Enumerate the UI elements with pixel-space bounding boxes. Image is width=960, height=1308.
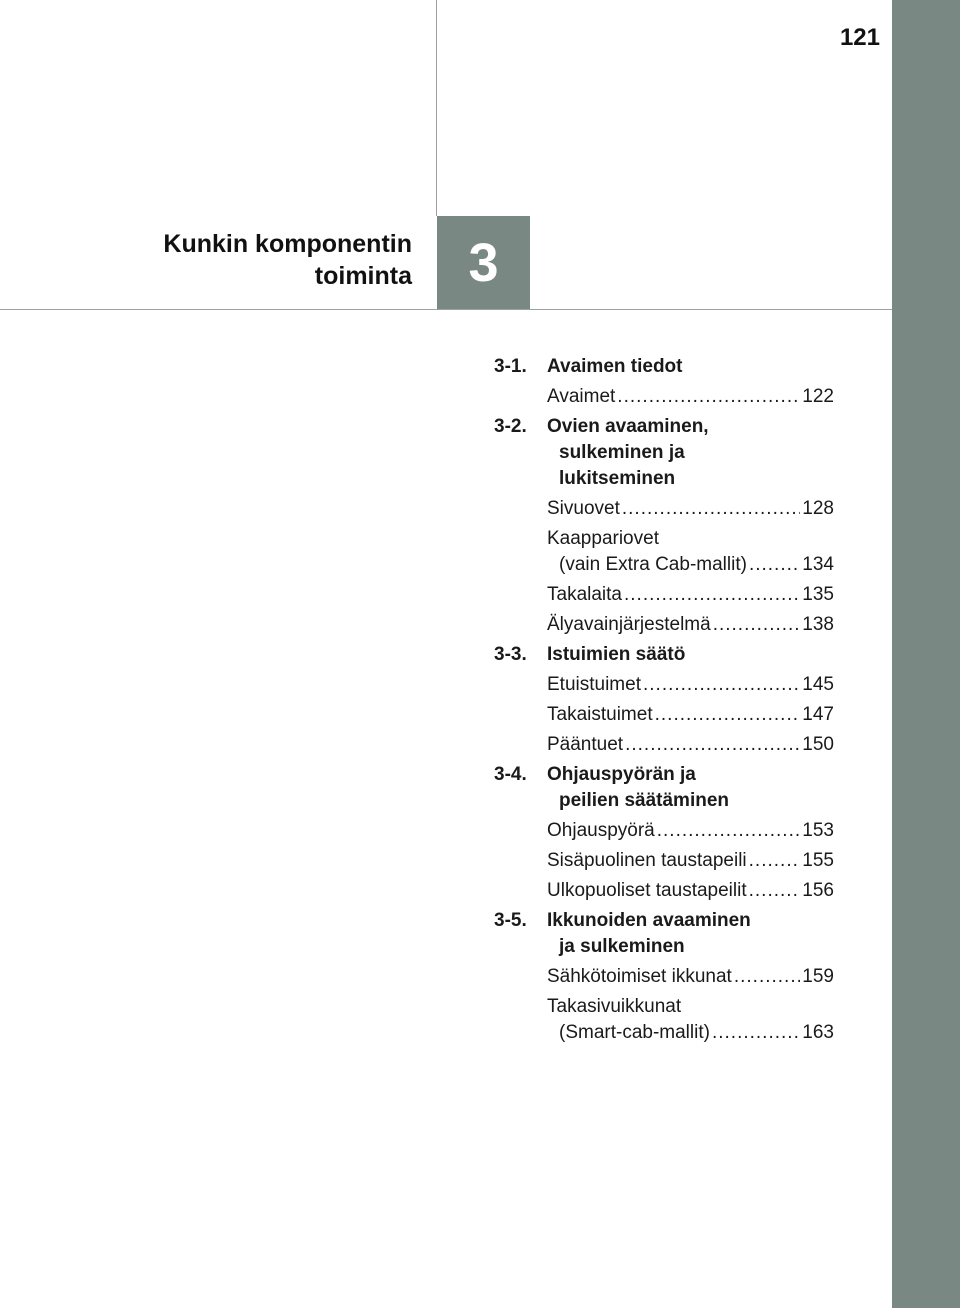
section-title <box>547 414 834 492</box>
toc-entry[interactable] <box>547 878 834 904</box>
section-number: 3-5. <box>494 910 527 931</box>
entry-page-number: 153 <box>802 820 834 841</box>
toc-entry[interactable] <box>547 732 834 758</box>
section-heading[interactable] <box>494 762 834 814</box>
entry-page-number: 150 <box>802 734 834 755</box>
entry-label: Sähkötoimiset ikkunat <box>547 966 732 987</box>
dot-leader <box>749 878 801 904</box>
entry-label: Avaimet <box>547 386 616 407</box>
dot-leader <box>749 552 800 578</box>
toc-section <box>494 354 834 410</box>
toc-section <box>494 642 834 758</box>
entry-page-number: 159 <box>802 966 834 987</box>
dot-leader <box>749 848 801 874</box>
toc-entry[interactable] <box>547 702 834 728</box>
entry-label: Pääntuet <box>547 734 624 755</box>
dot-leader <box>655 702 801 728</box>
toc-entry[interactable] <box>547 612 834 638</box>
section-heading[interactable] <box>494 354 834 380</box>
section-title-line: lukitseminen <box>559 468 676 489</box>
section-number: 3-2. <box>494 416 527 437</box>
section-heading[interactable] <box>494 908 834 960</box>
toc-section <box>494 414 834 638</box>
chapter-title-line1: Kunkin komponentin <box>163 230 412 258</box>
toc-entry[interactable] <box>547 582 834 608</box>
entry-label-line1: Takasivuikkunat <box>547 996 682 1017</box>
side-tab <box>892 0 960 1308</box>
section-heading[interactable] <box>494 414 834 492</box>
toc-entry[interactable] <box>547 496 834 522</box>
horizontal-divider <box>0 309 892 310</box>
entry-label: Sisäpuolinen taustapeili <box>547 850 747 871</box>
entry-page-number: 134 <box>802 554 834 575</box>
dot-leader <box>624 582 800 608</box>
section-number: 3-3. <box>494 644 527 665</box>
entry-label: (vain Extra Cab-mallit) <box>559 554 747 575</box>
entry-label: Sivuovet <box>547 498 620 519</box>
entry-label: Älyavainjärjestelmä <box>547 614 711 635</box>
section-number: 3-4. <box>494 764 527 785</box>
entry-page-number: 135 <box>802 584 834 605</box>
entry-label: Takalaita <box>547 584 622 605</box>
entry-page-number: 122 <box>802 386 834 407</box>
toc-entry[interactable] <box>547 672 834 698</box>
entry-page-number: 147 <box>802 704 834 725</box>
vertical-divider <box>436 0 437 216</box>
section-title <box>547 354 834 380</box>
toc-entry[interactable] <box>547 818 834 844</box>
section-title <box>547 762 834 814</box>
table-of-contents <box>494 354 834 1050</box>
section-title-line: Istuimien säätö <box>547 644 686 665</box>
dot-leader <box>734 964 800 990</box>
entry-label: Takaistuimet <box>547 704 653 725</box>
section-heading[interactable] <box>494 642 834 668</box>
entry-page-number: 163 <box>802 1022 834 1043</box>
dot-leader <box>657 818 801 844</box>
entry-label: Ulkopuoliset taustapeilit <box>547 880 747 901</box>
dot-leader <box>625 732 800 758</box>
entry-label: Etuistuimet <box>547 674 641 695</box>
entry-page-number: 155 <box>802 850 834 871</box>
section-title-line: Ikkunoiden avaaminen <box>547 910 751 931</box>
dot-leader <box>643 672 800 698</box>
toc-entry[interactable] <box>547 848 834 874</box>
toc-section <box>494 762 834 904</box>
entry-label-line1: Kaappariovet <box>547 528 659 549</box>
toc-section <box>494 908 834 1046</box>
page-number: 121 <box>839 24 880 51</box>
entry-label: (Smart-cab-mallit) <box>559 1022 710 1043</box>
dot-leader <box>713 612 801 638</box>
chapter-number: 3 <box>468 232 499 293</box>
section-title-line: sulkeminen ja <box>559 442 685 463</box>
entry-page-number: 145 <box>802 674 834 695</box>
chapter-number-box <box>437 216 530 309</box>
dot-leader <box>712 1020 800 1046</box>
entry-page-number: 138 <box>802 614 834 635</box>
section-title-line: Ovien avaaminen, <box>547 416 709 437</box>
dot-leader <box>617 384 800 410</box>
section-title <box>547 642 834 668</box>
entry-page-number: 156 <box>802 880 834 901</box>
chapter-title-line2: toiminta <box>314 262 412 290</box>
section-title-line: peilien säätäminen <box>559 790 730 811</box>
section-title-line: Avaimen tiedot <box>547 356 683 377</box>
section-title-line: ja sulkeminen <box>559 936 685 957</box>
section-title-line: Ohjauspyörän ja <box>547 764 696 785</box>
chapter-title <box>60 228 412 292</box>
entry-label: Ohjauspyörä <box>547 820 655 841</box>
entry-page-number: 128 <box>802 498 834 519</box>
toc-entry[interactable] <box>547 994 834 1046</box>
dot-leader <box>622 496 800 522</box>
section-title <box>547 908 834 960</box>
toc-entry[interactable] <box>547 384 834 410</box>
section-number: 3-1. <box>494 356 527 377</box>
toc-entry[interactable] <box>547 964 834 990</box>
toc-entry[interactable] <box>547 526 834 578</box>
